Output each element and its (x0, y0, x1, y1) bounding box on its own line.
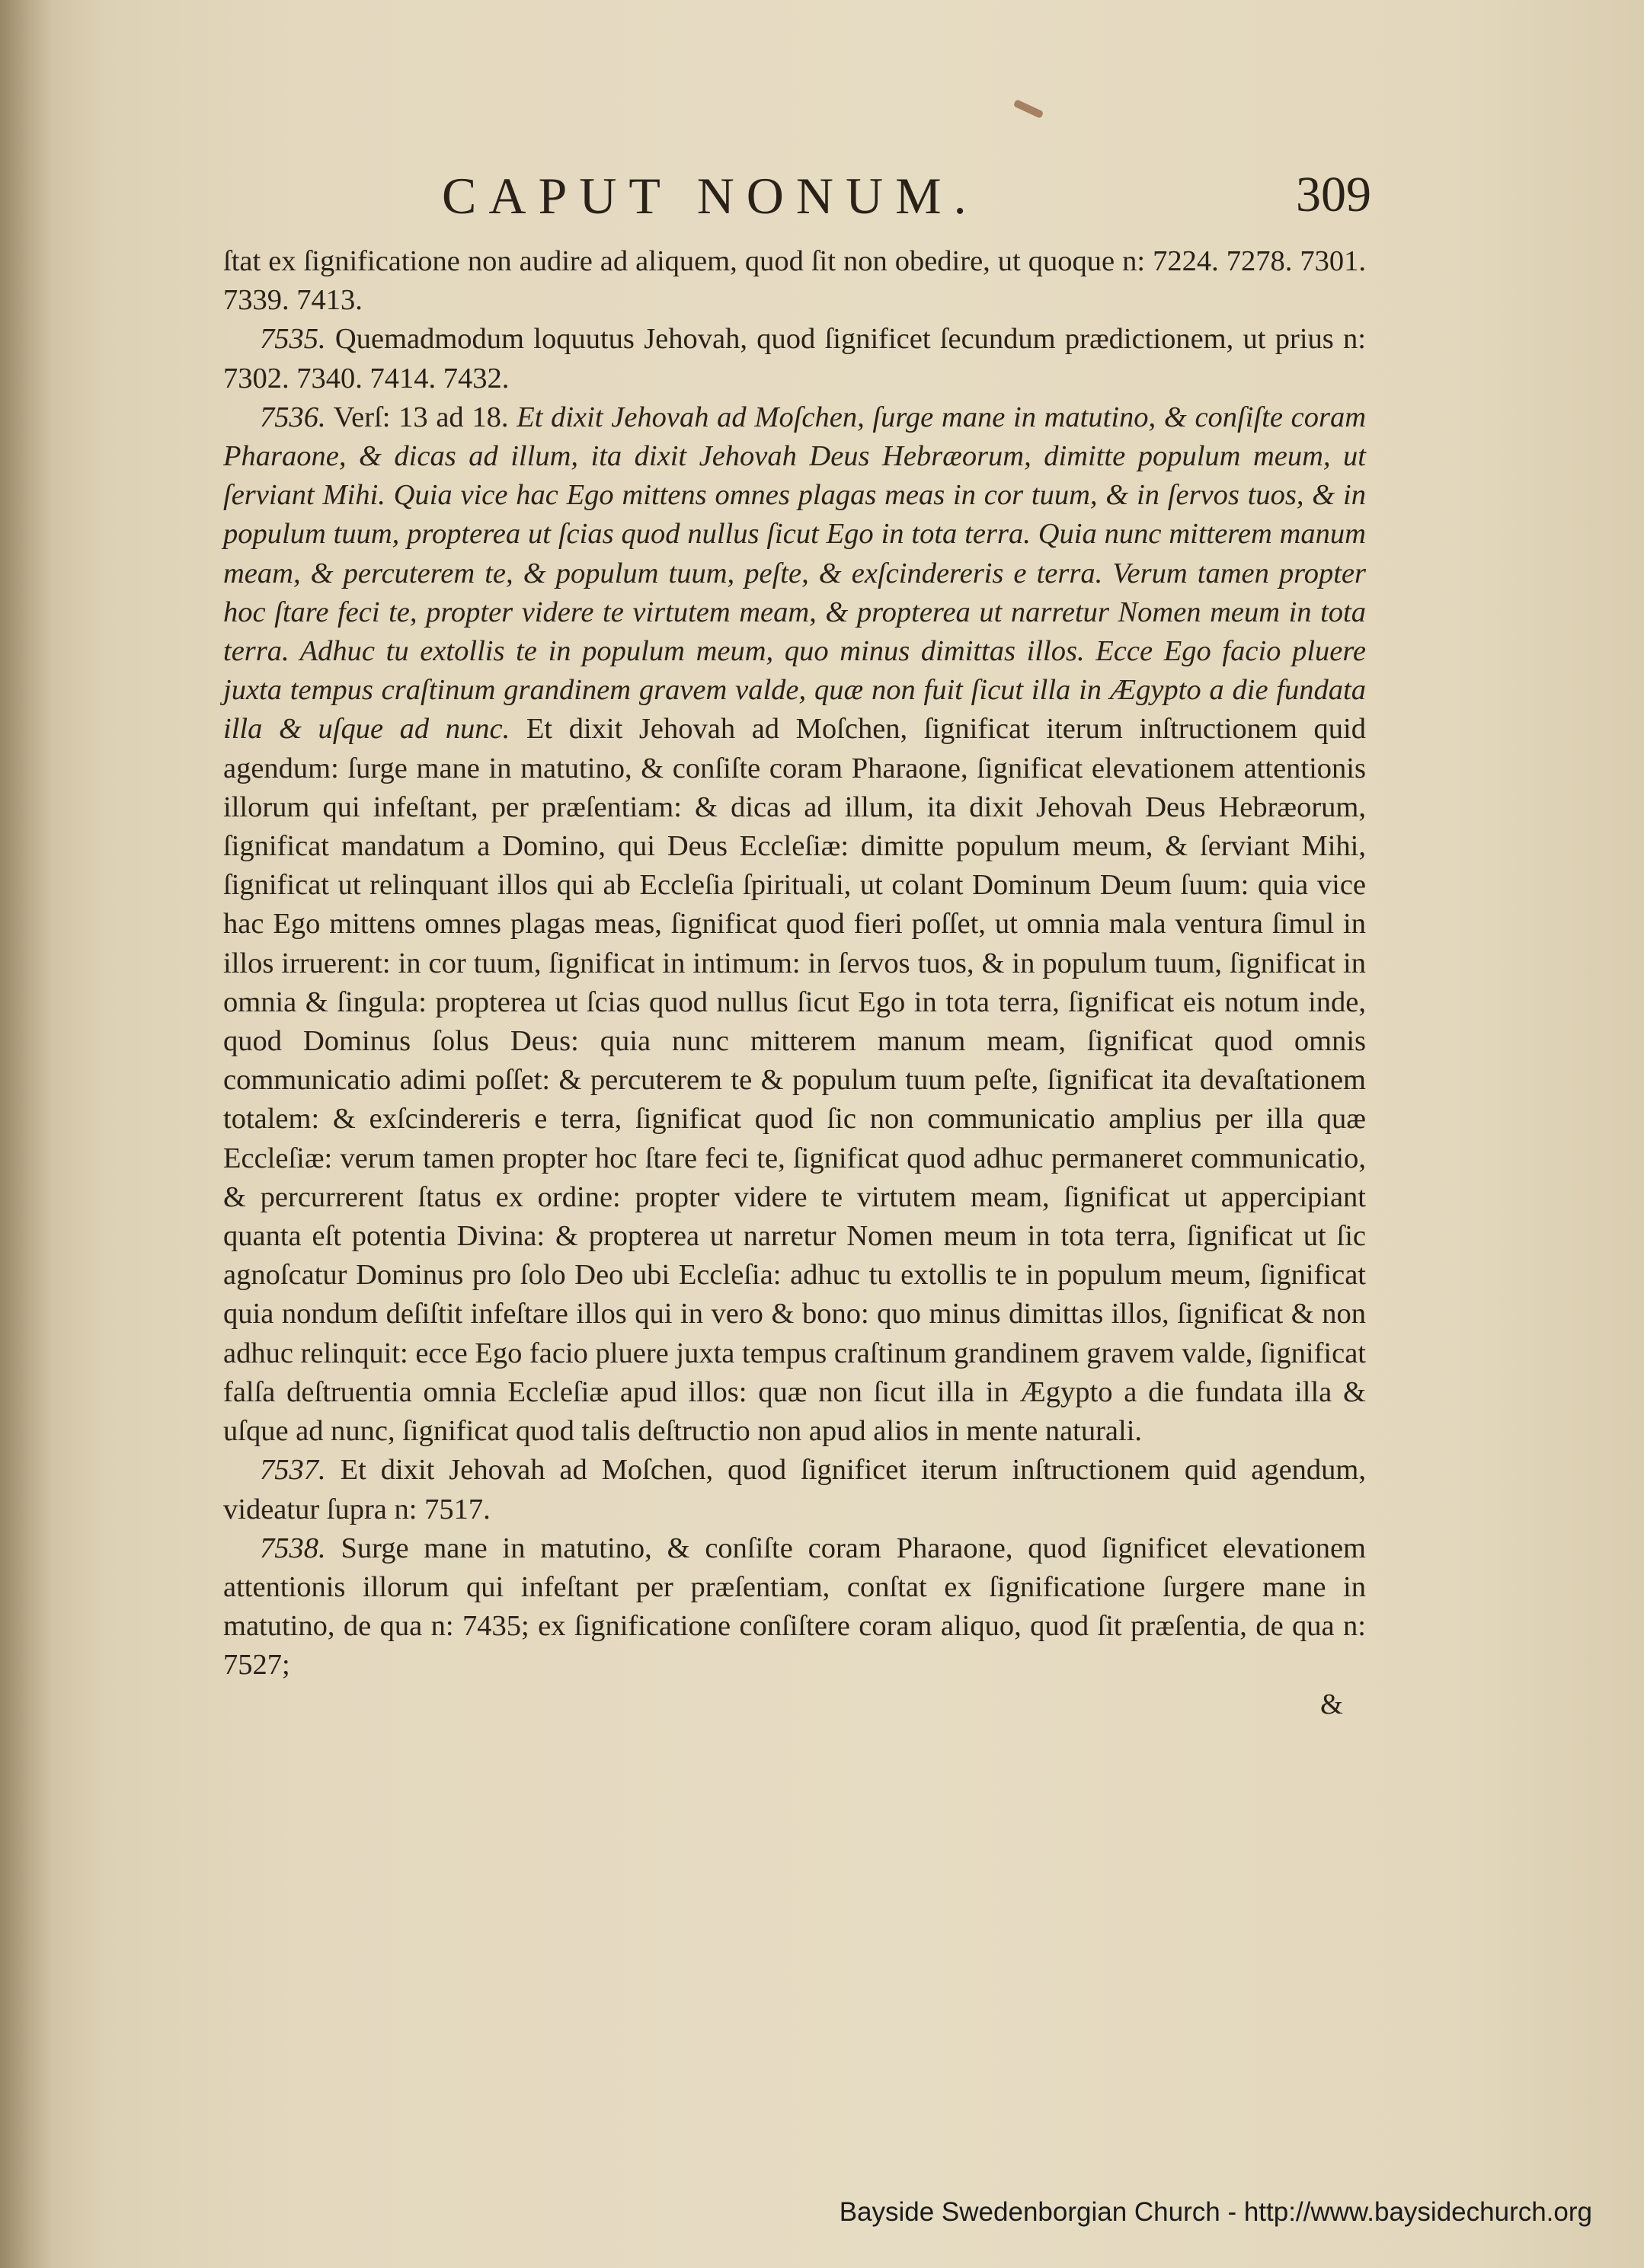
paragraph-text: Et dixit Jehovah ad Moſchen, ſignificat iterum inſtructionem quid agendum: ſurge mane in matutino, & conſiſte coram Pharaone, ſignificat elevationem attentionis illorum qui infeſtant, per præſentiam: & dicas ad illum, ita dixit Jehovah Deus Hebræorum, ſignificat mandatum a Domino, qui Deus Eccleſiæ: dimitte populum meum, & ſerviant Mihi, ſignificat ut relinquant illos qui ab Eccleſia ſpirituali, ut colant Dominum Deum ſuum: quia vice hac Ego mittens omnes plagas meas, ſignificat quod fieri poſſet, ut omnia mala ventura ſimul in illos irruerent: in cor tuum, ſignificat in intimum: in ſervos tuos, & in populum tuum, ſignificat in omnia & ſingula: propterea ut ſcias quod nullus ſicut Ego in tota terra, ſignificat eis notum inde, quod Dominus ſolus Deus: quia nunc mitterem manum meam, ſignificat quod omnis communicatio adimi poſſet: & percuterem te & populum tuum peſte, ſignificat ita devaſtationem totalem: & exſcindereris e terra, ſignificat quod ſic non communicatio amplius per illa quæ Eccleſiæ: verum tamen propter hoc ſtare feci te, ſignificat quod adhuc permaneret communicatio, & percurrerent ſtatus ex ordine: propter videre te virtutem meam, ſignificat ut appercipiant quanta eſt potentia Divina: & propterea ut narretur Nomen meum in tota terra, ſignificat ut ſic agnoſcatur Dominus pro ſolo Deo ubi Eccleſia: adhuc tu extollis te in populum meum, ſignificat quia nondum deſiſtit infeſtare illos qui in vero & bono: quo minus dimittas illos, ſignificat & non adhuc relinquit: ecce Ego facio pluere juxta tempus craſtinum grandinem gravem valde, ſignificat falſa deſtruentia omnia Eccleſiæ apud illos: quæ non ſicut illa in Ægypto a die fundata illa & uſque ad nunc, ſignificat quod talis deſtructio non apud alios in mente naturali. (223, 713, 1366, 1448)
paragraph-7537 (223, 1451, 1366, 1529)
paragraph-number: 7536. (260, 401, 326, 433)
paragraph-number: 7535. (260, 323, 326, 356)
paragraph-7535 (223, 320, 1366, 398)
paragraph-continuation (223, 242, 1366, 320)
scripture-quote: Et dixit Jehovah ad Moſchen, ſurge mane in matutino, & conſiſte coram Pharaone, & dicas ad illum, ita dixit Jehovah Deus Hebræorum, dimitte populum meum, ut ſerviant Mihi. Quia vice hac Ego mittens omnes plagas meas in cor tuum, & in ſervos tuos, & in populum tuum, propterea ut ſcias quod nullus ſicut Ego in tota terra. Quia nunc mitterem manum meam, & percuterem te, & populum tuum, peſte, & exſcindereris e terra. Verum tamen propter hoc ſtare feci te, propter videre te virtutem meam, & propterea ut narretur Nomen meum in tota terra. Adhuc tu extollis te in populum meum, quo minus dimittas illos. Ecce Ego facio pluere juxta tempus craſtinum grandinem gravem valde, quæ non fuit ſicut illa in Ægypto a die fundata illa & uſque ad nunc. (223, 401, 1367, 746)
paragraph-number: 7537. (260, 1454, 326, 1487)
paragraph-text: ſtat ex ſignificatione non audire ad aliquem, quod ſit non obedire, ut quoque n: 7224. 7278. 7301. 7339. 7413. (223, 245, 1366, 317)
page-header (221, 166, 1371, 227)
body-text (223, 242, 1366, 1724)
paragraph-text: Surge mane in matutino, & conſiſte coram Pharaone, quod ſignificet elevationem attentionis illorum qui infeſtant per præſentiam, conſtat ex ſignificatione ſurgere mane in matutino, de qua n: 7435; ex ſignificatione conſiſtere coram aliquo, quod ſit præſentia, de qua n: 7527; (223, 1532, 1366, 1682)
footer-credit: Bayside Swedenborgian Church - http://www.baysidechurch.org (839, 2197, 1592, 2227)
paragraph-text: Quemadmodum loquutus Jehovah, quod ſignificet ſecundum prædictionem, ut prius n: 7302. 7340. 7414. 7432. (223, 323, 1367, 395)
page-number: 309 (1296, 167, 1371, 222)
paragraph-text: Et dixit Jehovah ad Moſchen, quod ſignificet iterum inſtructionem quid agendum, videatur ſupra n: 7517. (223, 1454, 1366, 1525)
paragraph-7536 (223, 398, 1366, 1451)
ink-mark (1013, 99, 1044, 119)
running-head: CAPUT NONUM. (442, 167, 979, 225)
gutter-shadow (0, 0, 53, 2268)
catchword: & (1320, 1688, 1343, 1720)
paragraph-7538 (223, 1529, 1366, 1685)
verse-reference: Verſ: 13 ad 18. (333, 401, 509, 433)
paragraph-number: 7538. (260, 1532, 326, 1564)
